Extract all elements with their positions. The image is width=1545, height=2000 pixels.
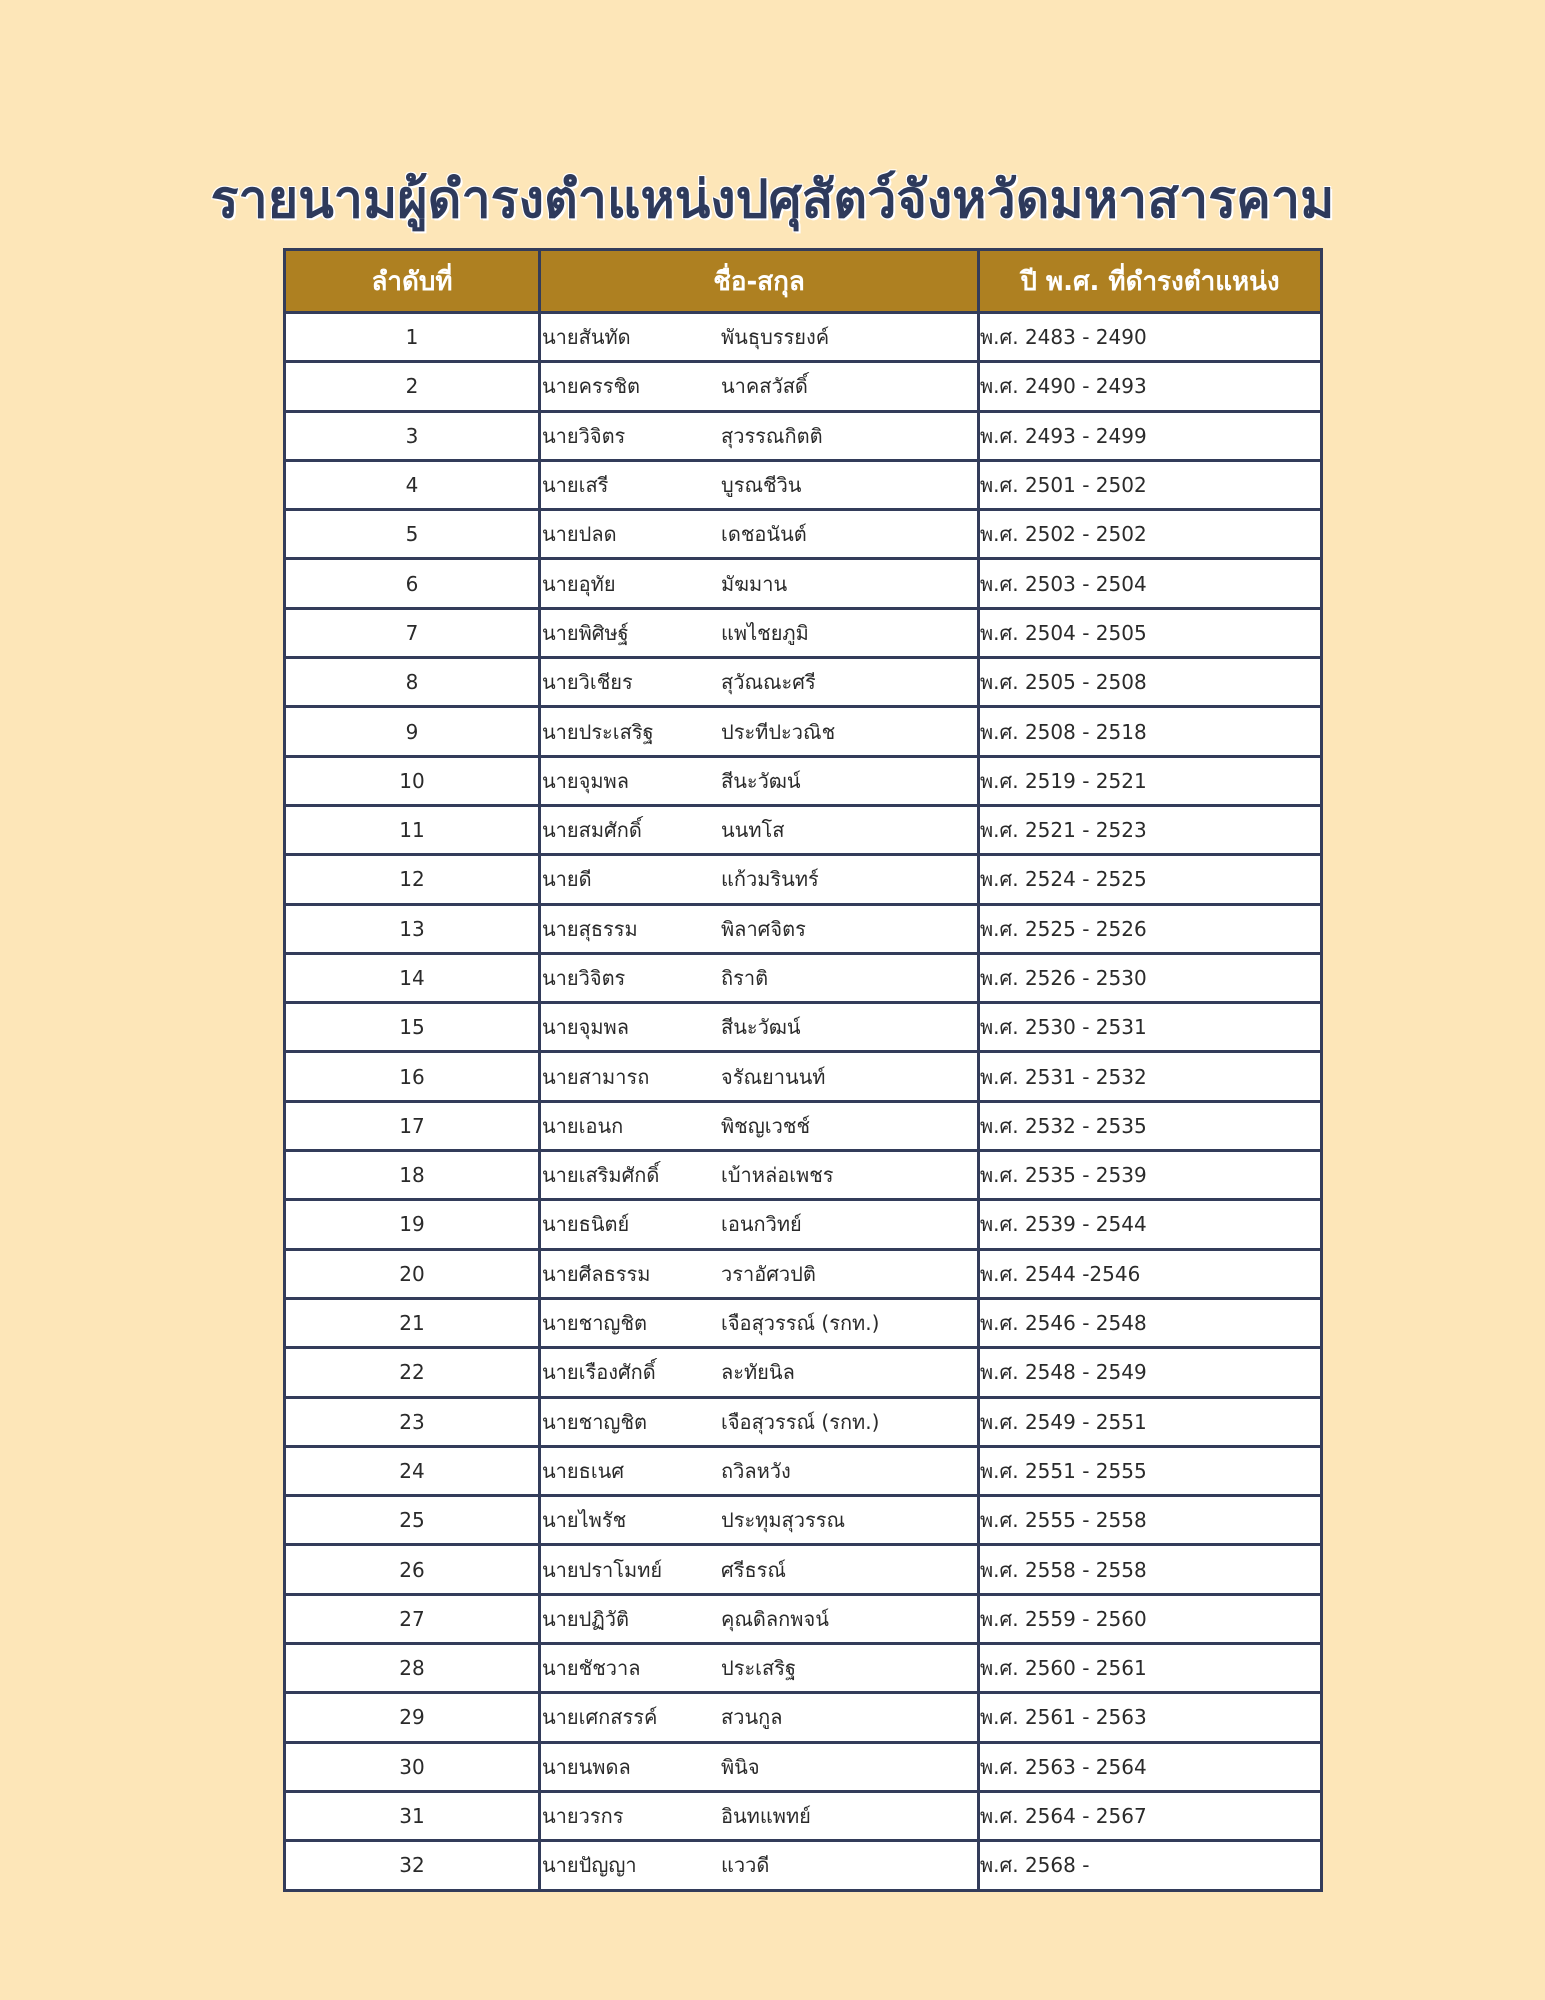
period-cell: พ.ศ. 2519 - 2521 bbox=[979, 756, 1322, 805]
last-name: ประเสริฐ bbox=[721, 1656, 796, 1681]
order-cell: 2 bbox=[285, 362, 540, 411]
period-cell: พ.ศ. 2483 - 2490 bbox=[979, 313, 1322, 362]
last-name: เจือสุวรรณ์ (รกท.) bbox=[721, 1409, 880, 1434]
name-cell bbox=[540, 1003, 979, 1052]
order-cell: 5 bbox=[285, 510, 540, 559]
order-cell: 22 bbox=[285, 1348, 540, 1397]
table-row bbox=[285, 1003, 1322, 1052]
first-name: นายสมศักดิ์ bbox=[542, 818, 642, 843]
table-row bbox=[285, 756, 1322, 805]
first-name: นายปลด bbox=[542, 522, 617, 547]
table-row bbox=[285, 1249, 1322, 1298]
last-name: ประทีปะวณิช bbox=[721, 719, 836, 744]
first-name: นายเรืองศักดิ์ bbox=[542, 1360, 656, 1385]
last-name: เจือสุวรรณ์ (รกท.) bbox=[721, 1311, 880, 1336]
column-header-name: ชื่อ-สกุล bbox=[540, 250, 979, 313]
name-cell bbox=[540, 1101, 979, 1150]
first-name: นายวิจิตร bbox=[542, 966, 626, 990]
first-name: นายสามารถ bbox=[542, 1064, 650, 1089]
order-cell: 30 bbox=[285, 1742, 540, 1791]
last-name: นาคสวัสดิ์ bbox=[721, 374, 808, 399]
last-name: เบ้าหล่อเพชร bbox=[721, 1163, 834, 1188]
period-cell: พ.ศ. 2549 - 2551 bbox=[979, 1397, 1322, 1446]
name-cell bbox=[540, 1496, 979, 1545]
first-name: นายไพรัช bbox=[542, 1508, 627, 1533]
period-cell: พ.ศ. 2501 - 2502 bbox=[979, 460, 1322, 509]
order-cell: 13 bbox=[285, 904, 540, 953]
name-cell bbox=[540, 707, 979, 756]
last-name: ละทัยนิล bbox=[721, 1360, 795, 1385]
last-name: ถวิลหวัง bbox=[721, 1458, 791, 1483]
last-name: พิชญเวชช์ bbox=[721, 1113, 811, 1138]
name-cell bbox=[540, 1742, 979, 1791]
last-name: ศรีธรณ์ bbox=[721, 1557, 786, 1582]
name-cell bbox=[540, 1052, 979, 1101]
period-cell: พ.ศ. 2568 - bbox=[979, 1841, 1322, 1890]
first-name: นายวิเชียร bbox=[542, 670, 633, 695]
last-name: คุณดิลกพจน์ bbox=[721, 1606, 829, 1631]
period-cell: พ.ศ. 2551 - 2555 bbox=[979, 1446, 1322, 1495]
last-name: บูรณชีวิน bbox=[721, 473, 802, 498]
table-body bbox=[285, 313, 1322, 1891]
last-name: สุวรรณกิตติ bbox=[721, 423, 823, 448]
name-cell bbox=[540, 460, 979, 509]
order-cell: 18 bbox=[285, 1151, 540, 1200]
table-row bbox=[285, 953, 1322, 1002]
table-row bbox=[285, 362, 1322, 411]
period-cell: พ.ศ. 2546 - 2548 bbox=[979, 1298, 1322, 1347]
last-name: ประทุมสุวรรณ bbox=[721, 1508, 846, 1533]
order-cell: 3 bbox=[285, 411, 540, 460]
first-name: นายปราโมทย์ bbox=[542, 1557, 663, 1582]
first-name: นายอุทัย bbox=[542, 571, 616, 596]
first-name: นายจุมพล bbox=[542, 768, 629, 793]
period-cell: พ.ศ. 2560 - 2561 bbox=[979, 1644, 1322, 1693]
first-name: นายชาญชิต bbox=[542, 1311, 648, 1336]
period-cell: พ.ศ. 2558 - 2558 bbox=[979, 1545, 1322, 1594]
last-name: แพไชยภูมิ bbox=[721, 620, 809, 645]
period-cell: พ.ศ. 2530 - 2531 bbox=[979, 1003, 1322, 1052]
last-name: วราอัศวปติ bbox=[721, 1261, 816, 1286]
last-name: สวนกูล bbox=[721, 1705, 783, 1730]
order-cell: 10 bbox=[285, 756, 540, 805]
last-name: แววดี bbox=[721, 1853, 770, 1878]
first-name: นายวิจิตร bbox=[542, 423, 626, 448]
period-cell: พ.ศ. 2505 - 2508 bbox=[979, 658, 1322, 707]
order-cell: 4 bbox=[285, 460, 540, 509]
last-name: เอนกวิทย์ bbox=[721, 1212, 802, 1237]
last-name: พิลาศจิตร bbox=[721, 916, 806, 941]
first-name: นายสันทัด bbox=[542, 325, 631, 350]
last-name: สุวัณณะศรี bbox=[721, 670, 816, 695]
table-row bbox=[285, 1052, 1322, 1101]
table-row bbox=[285, 658, 1322, 707]
period-cell: พ.ศ. 2561 - 2563 bbox=[979, 1693, 1322, 1742]
first-name: นายศีลธรรม bbox=[542, 1261, 651, 1286]
table-header-row bbox=[285, 250, 1322, 313]
order-cell: 6 bbox=[285, 559, 540, 608]
period-cell: พ.ศ. 2524 - 2525 bbox=[979, 855, 1322, 904]
order-cell: 11 bbox=[285, 805, 540, 854]
period-cell: พ.ศ. 2535 - 2539 bbox=[979, 1151, 1322, 1200]
table-row bbox=[285, 1841, 1322, 1890]
table-row bbox=[285, 1348, 1322, 1397]
order-cell: 21 bbox=[285, 1298, 540, 1347]
order-cell: 9 bbox=[285, 707, 540, 756]
name-cell bbox=[540, 1791, 979, 1840]
first-name: นายเอนก bbox=[542, 1113, 624, 1138]
first-name: นายพิศิษฐ์ bbox=[542, 620, 629, 645]
order-cell: 28 bbox=[285, 1644, 540, 1693]
name-cell bbox=[540, 1545, 979, 1594]
name-cell bbox=[540, 1446, 979, 1495]
name-cell bbox=[540, 608, 979, 657]
table-row bbox=[285, 1594, 1322, 1643]
period-cell: พ.ศ. 2559 - 2560 bbox=[979, 1594, 1322, 1643]
period-cell: พ.ศ. 2544 -2546 bbox=[979, 1249, 1322, 1298]
name-cell bbox=[540, 510, 979, 559]
name-cell bbox=[540, 1841, 979, 1890]
period-cell: พ.ศ. 2564 - 2567 bbox=[979, 1791, 1322, 1840]
order-cell: 17 bbox=[285, 1101, 540, 1150]
period-cell: พ.ศ. 2502 - 2502 bbox=[979, 510, 1322, 559]
period-cell: พ.ศ. 2548 - 2549 bbox=[979, 1348, 1322, 1397]
order-cell: 20 bbox=[285, 1249, 540, 1298]
table-row bbox=[285, 1151, 1322, 1200]
order-cell: 15 bbox=[285, 1003, 540, 1052]
last-name: เดชอนันต์ bbox=[721, 522, 807, 547]
table-row bbox=[285, 805, 1322, 854]
table-row bbox=[285, 411, 1322, 460]
last-name: สีนะวัฒน์ bbox=[721, 1015, 801, 1040]
name-cell bbox=[540, 1594, 979, 1643]
first-name: นายครรชิต bbox=[542, 374, 641, 399]
last-name: ถิราติ bbox=[721, 966, 769, 990]
table-row bbox=[285, 313, 1322, 362]
order-cell: 19 bbox=[285, 1200, 540, 1249]
name-cell bbox=[540, 805, 979, 854]
order-cell: 32 bbox=[285, 1841, 540, 1890]
order-cell: 26 bbox=[285, 1545, 540, 1594]
period-cell: พ.ศ. 2531 - 2532 bbox=[979, 1052, 1322, 1101]
order-cell: 24 bbox=[285, 1446, 540, 1495]
first-name: นายเศกสรรค์ bbox=[542, 1705, 658, 1730]
order-cell: 12 bbox=[285, 855, 540, 904]
name-cell bbox=[540, 1644, 979, 1693]
last-name: อินทแพทย์ bbox=[721, 1804, 811, 1829]
table-row bbox=[285, 460, 1322, 509]
period-cell: พ.ศ. 2532 - 2535 bbox=[979, 1101, 1322, 1150]
name-cell bbox=[540, 1249, 979, 1298]
table-row bbox=[285, 1496, 1322, 1545]
first-name: นายปฏิวัติ bbox=[542, 1606, 629, 1631]
period-cell: พ.ศ. 2563 - 2564 bbox=[979, 1742, 1322, 1791]
first-name: นายปัญญา bbox=[542, 1853, 637, 1878]
last-name: พันธุบรรยงค์ bbox=[721, 325, 830, 350]
first-name: นายประเสริฐ bbox=[542, 719, 654, 744]
table-row bbox=[285, 1742, 1322, 1791]
table-row bbox=[285, 1693, 1322, 1742]
name-cell bbox=[540, 559, 979, 608]
column-header-order: ลำดับที่ bbox=[285, 250, 540, 313]
name-cell bbox=[540, 855, 979, 904]
order-cell: 27 bbox=[285, 1594, 540, 1643]
officials-table bbox=[283, 248, 1323, 1892]
name-cell bbox=[540, 756, 979, 805]
table-row bbox=[285, 1397, 1322, 1446]
first-name: นายสุธรรม bbox=[542, 916, 638, 941]
period-cell: พ.ศ. 2504 - 2505 bbox=[979, 608, 1322, 657]
name-cell bbox=[540, 1151, 979, 1200]
table-row bbox=[285, 904, 1322, 953]
first-name: นายเสรี bbox=[542, 473, 609, 498]
first-name: นายชัชวาล bbox=[542, 1656, 641, 1681]
first-name: นายชาญชิต bbox=[542, 1409, 648, 1434]
order-cell: 8 bbox=[285, 658, 540, 707]
first-name: นายธนิตย์ bbox=[542, 1212, 630, 1237]
order-cell: 23 bbox=[285, 1397, 540, 1446]
name-cell bbox=[540, 1298, 979, 1347]
name-cell bbox=[540, 313, 979, 362]
order-cell: 25 bbox=[285, 1496, 540, 1545]
name-cell bbox=[540, 362, 979, 411]
name-cell bbox=[540, 658, 979, 707]
order-cell: 14 bbox=[285, 953, 540, 1002]
order-cell: 31 bbox=[285, 1791, 540, 1840]
first-name: นายเสริมศักดิ์ bbox=[542, 1163, 660, 1188]
period-cell: พ.ศ. 2493 - 2499 bbox=[979, 411, 1322, 460]
period-cell: พ.ศ. 2525 - 2526 bbox=[979, 904, 1322, 953]
name-cell bbox=[540, 904, 979, 953]
order-cell: 16 bbox=[285, 1052, 540, 1101]
period-cell: พ.ศ. 2526 - 2530 bbox=[979, 953, 1322, 1002]
table-row bbox=[285, 1446, 1322, 1495]
last-name: จรัณยานนท์ bbox=[721, 1064, 826, 1089]
table-row bbox=[285, 1101, 1322, 1150]
period-cell: พ.ศ. 2555 - 2558 bbox=[979, 1496, 1322, 1545]
period-cell: พ.ศ. 2503 - 2504 bbox=[979, 559, 1322, 608]
last-name: มัฆมาน bbox=[721, 571, 788, 596]
table-row bbox=[285, 855, 1322, 904]
last-name: นนทโส bbox=[721, 818, 785, 843]
table-row bbox=[285, 510, 1322, 559]
order-cell: 1 bbox=[285, 313, 540, 362]
period-cell: พ.ศ. 2539 - 2544 bbox=[979, 1200, 1322, 1249]
table-row bbox=[285, 559, 1322, 608]
order-cell: 7 bbox=[285, 608, 540, 657]
first-name: นายจุมพล bbox=[542, 1015, 629, 1040]
period-cell: พ.ศ. 2521 - 2523 bbox=[979, 805, 1322, 854]
period-cell: พ.ศ. 2508 - 2518 bbox=[979, 707, 1322, 756]
name-cell bbox=[540, 1348, 979, 1397]
table-row bbox=[285, 1791, 1322, 1840]
name-cell bbox=[540, 953, 979, 1002]
table-row bbox=[285, 608, 1322, 657]
name-cell bbox=[540, 1200, 979, 1249]
name-cell bbox=[540, 411, 979, 460]
first-name: นายธเนศ bbox=[542, 1458, 625, 1483]
order-cell: 29 bbox=[285, 1693, 540, 1742]
name-cell bbox=[540, 1397, 979, 1446]
table-row bbox=[285, 1545, 1322, 1594]
first-name: นายนพดล bbox=[542, 1754, 631, 1779]
first-name: นายดี bbox=[542, 867, 592, 892]
table-row bbox=[285, 1644, 1322, 1693]
column-header-period: ปี พ.ศ. ที่ดำรงตำแหน่ง bbox=[979, 250, 1322, 313]
last-name: สีนะวัฒน์ bbox=[721, 768, 801, 793]
table-row bbox=[285, 1200, 1322, 1249]
first-name: นายวรกร bbox=[542, 1804, 624, 1829]
last-name: พินิจ bbox=[721, 1754, 760, 1779]
last-name: แก้วมรินทร์ bbox=[721, 867, 819, 892]
table-row bbox=[285, 707, 1322, 756]
name-cell bbox=[540, 1693, 979, 1742]
period-cell: พ.ศ. 2490 - 2493 bbox=[979, 362, 1322, 411]
page-title: รายนามผู้ดำรงตำแหน่งปศุสัตว์จังหวัดมหาสารคาม bbox=[210, 170, 1335, 230]
table-row bbox=[285, 1298, 1322, 1347]
